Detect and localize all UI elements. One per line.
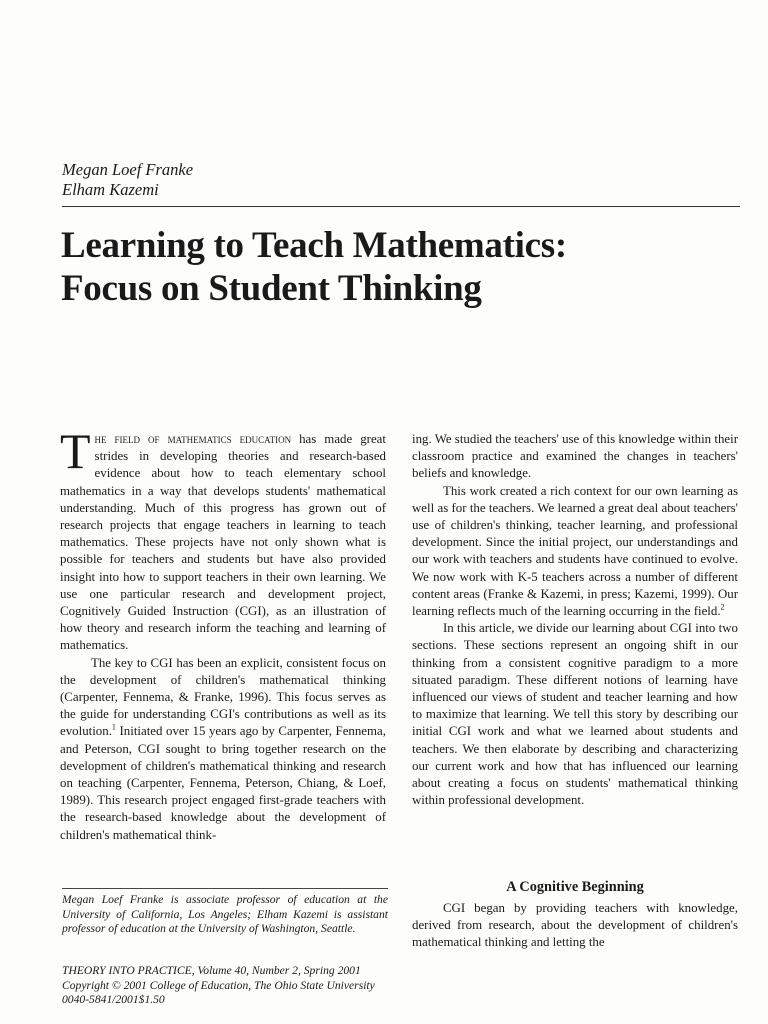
paragraph-text: The key to CGI has been an explicit, consistent focus on the development of children's mathematical thinking (Carpenter, Fennema, & Franke, 1996). This focus serves as the guide for understanding CGI's contributions as well as its evolution. bbox=[60, 655, 386, 739]
body-paragraph bbox=[412, 483, 738, 621]
right-column-continued bbox=[412, 900, 738, 952]
drop-cap: T bbox=[60, 423, 91, 479]
header-rule bbox=[62, 206, 740, 207]
journal-footer bbox=[62, 964, 375, 1008]
body-paragraph bbox=[60, 423, 386, 655]
body-paragraph: ing. We studied the teachers' use of this knowledge within their classroom practice and examined the changes in teachers' beliefs and knowledge. bbox=[412, 432, 738, 481]
footnote-marker: 1 bbox=[111, 723, 116, 733]
paragraph-text: This work created a rich context for our own learning as well as for the teachers. We learned a great deal about teachers' use of children's thinking, teacher learning, and professional development. Since the initial project, our understandings and our work with teachers and students have continued to evolve. We now work with K-5 teachers across a number of different content areas (Franke & Kazemi, in press; Kazemi, 1999). Our learning reflects much of the learning occurring in the field. bbox=[412, 483, 738, 619]
section-heading: A Cognitive Beginning bbox=[506, 879, 644, 895]
body-paragraph: CGI began by providing teachers with knowledge, derived from research, about the development of children's mathematical thinking and letting the bbox=[412, 901, 738, 950]
body-paragraph bbox=[60, 655, 386, 844]
lead-in-smallcaps: he field of mathematics education bbox=[94, 432, 292, 446]
copyright-line: Copyright © 2001 College of Education, The Ohio State University bbox=[62, 978, 375, 992]
body-paragraph: In this article, we divide our learning about CGI into two sections. These sections represent an ongoing shift in our thinking from a consistent cognitive paradigm to a more situated paradigm. These different notions of learning have influenced our views of student and teacher learning and how to maximize that learning. We tell this story by describing our initial CGI work and what we learned about students and teachers. We then elaborate by describing and characterizing our current work and how that has influenced our learning about creating a focus on students' mathematical thinking within professional development. bbox=[412, 621, 738, 808]
footnote-rule bbox=[62, 888, 388, 889]
title-line: Learning to Teach Mathematics: bbox=[61, 225, 567, 266]
title-line: Focus on Student Thinking bbox=[61, 268, 482, 309]
author-name: Megan Loef Franke bbox=[62, 160, 194, 179]
footnote-marker: 2 bbox=[720, 602, 725, 612]
issn-line: 0040-5841/2001$1.50 bbox=[62, 993, 165, 1006]
paragraph-text: Initiated over 15 years ago by Carpenter, Fennema, and Peterson, CGI sought to bring together research on the development of children's mathematical thinking and research on teaching (Carpenter, Fennema, Peterson, Chiang, & Loef, 1989). This research project engaged first-grade teachers with the research-based knowledge about the development of children's mathematical think- bbox=[60, 724, 386, 842]
paragraph-text: has made great strides in developing theories and research-based evidence about how to teach elementary school mathematics in a way that develops students' mathematical understanding. Much of this progress has grown out of research projects that engage teachers in learning to teach mathematics. These projects have not only shown what is possible for teachers and students but have also provided insight into how to support teachers in their own learning. We use one particular research and development project, Cognitively Guided Instruction (CGI), as an illustration of how theory and research inform the teaching and learning of mathematics. bbox=[60, 432, 386, 653]
journal-citation: THEORY INTO PRACTICE, Volume 40, Number 2, Spring 2001 bbox=[62, 964, 361, 977]
right-column bbox=[412, 431, 738, 809]
author-names bbox=[62, 160, 193, 200]
author-affiliation-note: Megan Loef Franke is associate professor of education at the University of California, Los Angeles; Elham Kazemi is assistant professor of education at the University of Washington, Seattle. bbox=[62, 893, 388, 936]
left-column bbox=[60, 423, 386, 844]
author-name: Elham Kazemi bbox=[62, 180, 159, 199]
article-title bbox=[61, 224, 731, 310]
